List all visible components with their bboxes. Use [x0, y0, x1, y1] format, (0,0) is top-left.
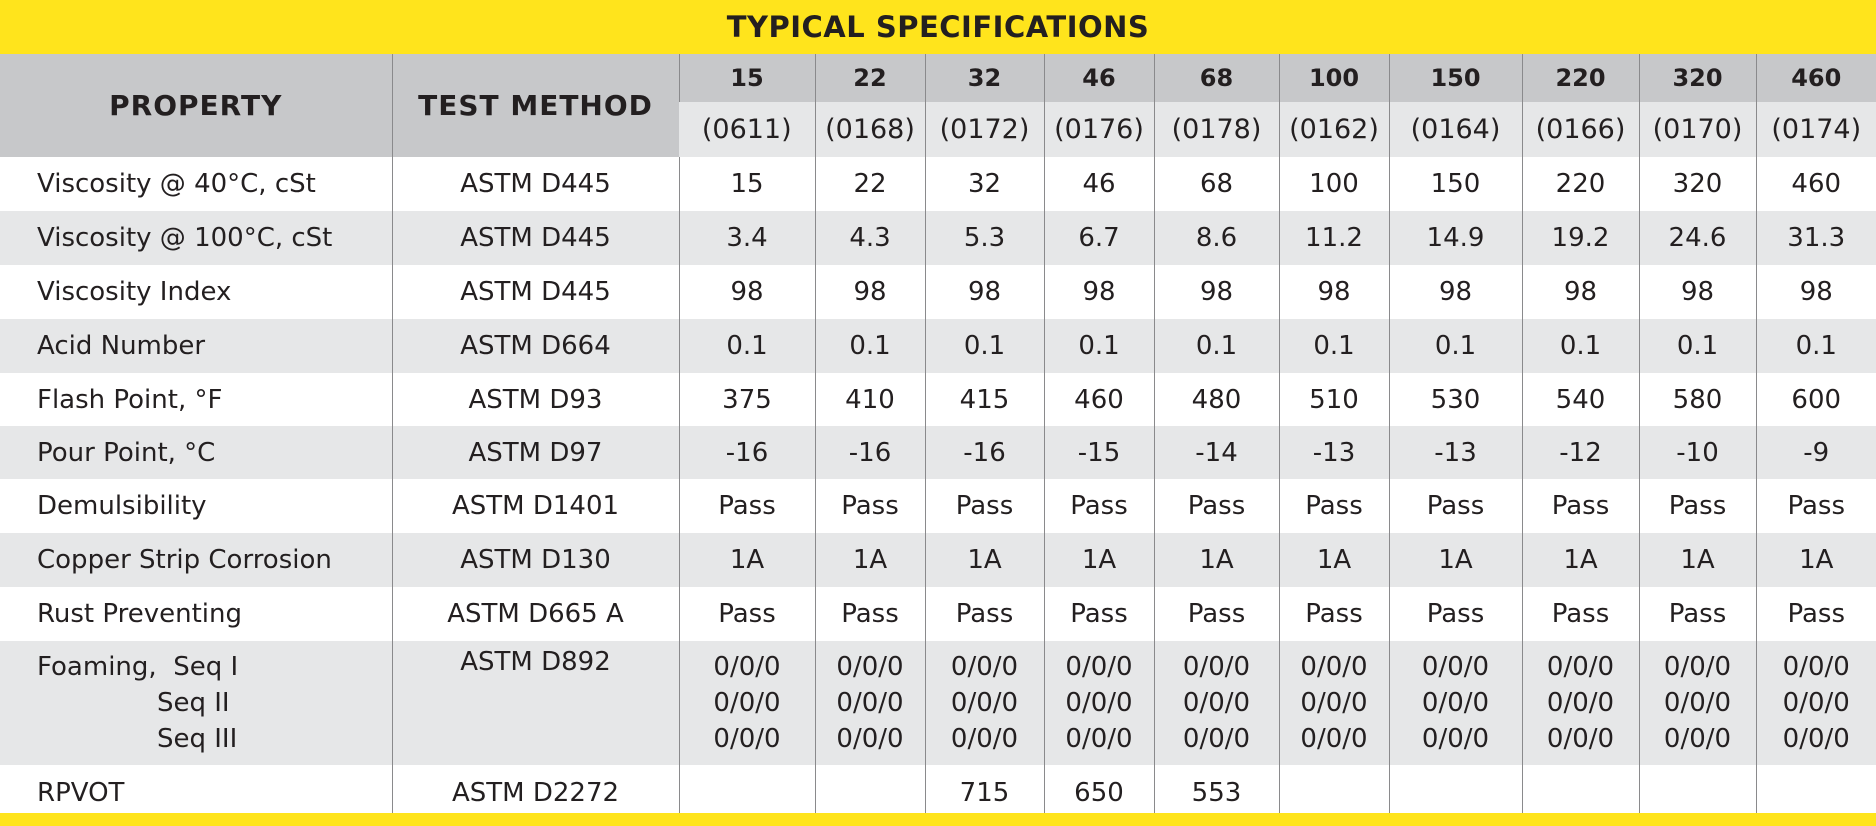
- value-cell: -15: [1044, 426, 1154, 479]
- value-cell: 540: [1522, 373, 1639, 426]
- column-header-property: PROPERTY: [0, 54, 392, 157]
- foam-value: 0/0/0: [1300, 724, 1368, 754]
- table-row: [0, 265, 1876, 319]
- test-method-cell: ASTM D130: [392, 533, 679, 587]
- value-cell: 14.9: [1389, 211, 1522, 265]
- test-method-cell: ASTM D445: [392, 211, 679, 265]
- product-code-header: (0166): [1522, 102, 1639, 157]
- value-cell: 600: [1756, 373, 1876, 426]
- foam-value: 0/0/0: [1663, 652, 1732, 682]
- foam-value: 0/0/0: [1663, 724, 1732, 754]
- foam-value-cell: [1279, 641, 1389, 765]
- value-cell: 15: [679, 157, 815, 211]
- foaming-seq-3-label: Seq III: [157, 724, 238, 754]
- table-row: [0, 533, 1876, 587]
- foam-value: 0/0/0: [950, 688, 1019, 718]
- value-cell: Pass: [1044, 479, 1154, 533]
- test-method-cell: ASTM D445: [392, 265, 679, 319]
- table-row-foaming: [0, 641, 1876, 765]
- product-code-header: (0178): [1154, 102, 1279, 157]
- property-cell: RPVOT: [0, 765, 392, 820]
- value-cell: 0.1: [1756, 319, 1876, 373]
- value-cell: Pass: [1279, 587, 1389, 641]
- value-cell: Pass: [1522, 587, 1639, 641]
- table-row: [0, 426, 1876, 479]
- test-method-cell: ASTM D665 A: [392, 587, 679, 641]
- specifications-table: [0, 54, 1876, 820]
- value-cell: 5.3: [925, 211, 1044, 265]
- foam-value: 0/0/0: [1421, 724, 1490, 754]
- value-cell: 1A: [1154, 533, 1279, 587]
- grade-header: 460: [1756, 54, 1876, 102]
- value-cell: 0.1: [1044, 319, 1154, 373]
- value-cell: 410: [815, 373, 925, 426]
- value-cell: 46: [1044, 157, 1154, 211]
- value-cell: Pass: [1639, 479, 1756, 533]
- value-cell: 1A: [1639, 533, 1756, 587]
- value-cell: Pass: [1522, 479, 1639, 533]
- value-cell: [1756, 765, 1876, 820]
- value-cell: Pass: [1154, 587, 1279, 641]
- value-cell: 1A: [1044, 533, 1154, 587]
- value-cell: -16: [925, 426, 1044, 479]
- value-cell: 4.3: [815, 211, 925, 265]
- foam-value-cell: [1522, 641, 1639, 765]
- foam-value: 0/0/0: [1782, 652, 1850, 682]
- grade-header: 100: [1279, 54, 1389, 102]
- value-cell: 1A: [1279, 533, 1389, 587]
- value-cell: -12: [1522, 426, 1639, 479]
- property-cell: Demulsibility: [0, 479, 392, 533]
- product-code-header: (0162): [1279, 102, 1389, 157]
- value-cell: 1A: [1756, 533, 1876, 587]
- property-cell-foaming: [0, 641, 392, 765]
- foam-value: 0/0/0: [950, 652, 1019, 682]
- value-cell: 3.4: [679, 211, 815, 265]
- value-cell: 68: [1154, 157, 1279, 211]
- table-row: [0, 479, 1876, 533]
- foam-value: 0/0/0: [1782, 688, 1850, 718]
- value-cell: 0.1: [1522, 319, 1639, 373]
- foam-value-cell: [1756, 641, 1876, 765]
- value-cell: Pass: [1756, 587, 1876, 641]
- test-method-cell: ASTM D664: [392, 319, 679, 373]
- foam-value: 0/0/0: [1546, 688, 1615, 718]
- value-cell: Pass: [1389, 587, 1522, 641]
- value-cell: 320: [1639, 157, 1756, 211]
- foam-value: 0/0/0: [713, 724, 781, 754]
- value-cell: -13: [1279, 426, 1389, 479]
- value-cell: Pass: [1154, 479, 1279, 533]
- value-cell: 460: [1044, 373, 1154, 426]
- test-method-cell: ASTM D1401: [392, 479, 679, 533]
- value-cell: 1A: [1389, 533, 1522, 587]
- test-method-cell: ASTM D445: [392, 157, 679, 211]
- foam-value-cell: [1389, 641, 1522, 765]
- value-cell: [1639, 765, 1756, 820]
- value-cell: Pass: [1756, 479, 1876, 533]
- foam-value: 0/0/0: [1182, 652, 1251, 682]
- property-cell: Acid Number: [0, 319, 392, 373]
- value-cell: 22: [815, 157, 925, 211]
- foam-value: 0/0/0: [1065, 652, 1133, 682]
- foam-value: 0/0/0: [1300, 652, 1368, 682]
- value-cell: -16: [679, 426, 815, 479]
- value-cell: [815, 765, 925, 820]
- grade-header: 320: [1639, 54, 1756, 102]
- foam-value: 0/0/0: [1300, 688, 1368, 718]
- foam-value: 0/0/0: [1421, 688, 1490, 718]
- value-cell: -9: [1756, 426, 1876, 479]
- foam-value: 0/0/0: [1065, 724, 1133, 754]
- grade-header: 150: [1389, 54, 1522, 102]
- property-cell: Pour Point, °C: [0, 426, 392, 479]
- value-cell: -10: [1639, 426, 1756, 479]
- product-code-header: (0611): [679, 102, 815, 157]
- foam-value: 0/0/0: [836, 724, 904, 754]
- foam-value: 0/0/0: [713, 652, 781, 682]
- value-cell: Pass: [925, 587, 1044, 641]
- value-cell: Pass: [1639, 587, 1756, 641]
- value-cell: 0.1: [925, 319, 1044, 373]
- value-cell: 98: [815, 265, 925, 319]
- value-cell: 150: [1389, 157, 1522, 211]
- value-cell: [1279, 765, 1389, 820]
- test-method-cell: ASTM D93: [392, 373, 679, 426]
- value-cell: 460: [1756, 157, 1876, 211]
- value-cell: Pass: [679, 587, 815, 641]
- value-cell: [1522, 765, 1639, 820]
- product-code-header: (0168): [815, 102, 925, 157]
- value-cell: -13: [1389, 426, 1522, 479]
- value-cell: 98: [1389, 265, 1522, 319]
- grade-header: 15: [679, 54, 815, 102]
- foam-value: 0/0/0: [1065, 688, 1133, 718]
- value-cell: 98: [1154, 265, 1279, 319]
- product-code-header: (0172): [925, 102, 1044, 157]
- value-cell: 31.3: [1756, 211, 1876, 265]
- foam-value-cell: [1154, 641, 1279, 765]
- foam-value: 0/0/0: [1421, 652, 1490, 682]
- value-cell: 98: [679, 265, 815, 319]
- grade-header: 68: [1154, 54, 1279, 102]
- test-method-cell: ASTM D892: [392, 641, 679, 765]
- test-method-cell: ASTM D97: [392, 426, 679, 479]
- value-cell: 553: [1154, 765, 1279, 820]
- value-cell: 8.6: [1154, 211, 1279, 265]
- value-cell: 530: [1389, 373, 1522, 426]
- value-cell: 0.1: [1154, 319, 1279, 373]
- foam-value: 0/0/0: [1182, 688, 1251, 718]
- value-cell: -16: [815, 426, 925, 479]
- value-cell: 98: [1044, 265, 1154, 319]
- value-cell: Pass: [815, 479, 925, 533]
- value-cell: 0.1: [1639, 319, 1756, 373]
- product-code-header: (0176): [1044, 102, 1154, 157]
- product-code-header: (0174): [1756, 102, 1876, 157]
- foam-value-cell: [1044, 641, 1154, 765]
- value-cell: Pass: [925, 479, 1044, 533]
- value-cell: 415: [925, 373, 1044, 426]
- property-cell: Viscosity @ 40°C, cSt: [0, 157, 392, 211]
- value-cell: 650: [1044, 765, 1154, 820]
- bottom-accent-bar: [0, 813, 1876, 826]
- value-cell: 100: [1279, 157, 1389, 211]
- foam-value: 0/0/0: [1663, 688, 1732, 718]
- product-code-header: (0164): [1389, 102, 1522, 157]
- foam-value-cell: [1639, 641, 1756, 765]
- foam-value-cell: [925, 641, 1044, 765]
- value-cell: 6.7: [1044, 211, 1154, 265]
- foam-value-cell: [679, 641, 815, 765]
- foam-value: 0/0/0: [1182, 724, 1251, 754]
- value-cell: 510: [1279, 373, 1389, 426]
- value-cell: Pass: [1044, 587, 1154, 641]
- table-row: [0, 319, 1876, 373]
- column-header-test-method: TEST METHOD: [392, 54, 679, 157]
- value-cell: Pass: [679, 479, 815, 533]
- property-cell: Viscosity @ 100°C, cSt: [0, 211, 392, 265]
- value-cell: 1A: [815, 533, 925, 587]
- value-cell: 375: [679, 373, 815, 426]
- product-code-header: (0170): [1639, 102, 1756, 157]
- value-cell: 98: [1522, 265, 1639, 319]
- value-cell: -14: [1154, 426, 1279, 479]
- foam-value: 0/0/0: [1546, 724, 1615, 754]
- value-cell: Pass: [1279, 479, 1389, 533]
- grade-header: 32: [925, 54, 1044, 102]
- grade-header: 22: [815, 54, 925, 102]
- foam-value-cell: [815, 641, 925, 765]
- table-row: [0, 157, 1876, 211]
- foam-value: 0/0/0: [1782, 724, 1850, 754]
- value-cell: [1389, 765, 1522, 820]
- value-cell: 1A: [1522, 533, 1639, 587]
- value-cell: 98: [1639, 265, 1756, 319]
- table-title: TYPICAL SPECIFICATIONS: [0, 0, 1876, 54]
- table-row: [0, 373, 1876, 426]
- value-cell: 0.1: [1279, 319, 1389, 373]
- foaming-seq-1-label: Foaming, Seq I: [37, 652, 239, 682]
- foam-value: 0/0/0: [1546, 652, 1615, 682]
- value-cell: 580: [1639, 373, 1756, 426]
- value-cell: 19.2: [1522, 211, 1639, 265]
- value-cell: 98: [1279, 265, 1389, 319]
- value-cell: 32: [925, 157, 1044, 211]
- property-cell: Rust Preventing: [0, 587, 392, 641]
- value-cell: 24.6: [1639, 211, 1756, 265]
- foam-value: 0/0/0: [836, 688, 904, 718]
- property-cell: Copper Strip Corrosion: [0, 533, 392, 587]
- property-cell: Viscosity Index: [0, 265, 392, 319]
- table-row-rpvot: [0, 765, 1876, 820]
- property-cell: Flash Point, °F: [0, 373, 392, 426]
- value-cell: 0.1: [815, 319, 925, 373]
- foam-value: 0/0/0: [950, 724, 1019, 754]
- value-cell: Pass: [1389, 479, 1522, 533]
- value-cell: 11.2: [1279, 211, 1389, 265]
- value-cell: 98: [1756, 265, 1876, 319]
- grade-header: 220: [1522, 54, 1639, 102]
- table-row: [0, 211, 1876, 265]
- value-cell: 0.1: [679, 319, 815, 373]
- test-method-cell: ASTM D2272: [392, 765, 679, 820]
- value-cell: 220: [1522, 157, 1639, 211]
- value-cell: [679, 765, 815, 820]
- value-cell: 715: [925, 765, 1044, 820]
- value-cell: 0.1: [1389, 319, 1522, 373]
- value-cell: 1A: [679, 533, 815, 587]
- value-cell: 1A: [925, 533, 1044, 587]
- value-cell: 480: [1154, 373, 1279, 426]
- foam-value: 0/0/0: [713, 688, 781, 718]
- header-row-grades: [0, 54, 1876, 102]
- foam-value: 0/0/0: [836, 652, 904, 682]
- grade-header: 46: [1044, 54, 1154, 102]
- table-row: [0, 587, 1876, 641]
- value-cell: Pass: [815, 587, 925, 641]
- value-cell: 98: [925, 265, 1044, 319]
- foaming-seq-2-label: Seq II: [157, 688, 230, 718]
